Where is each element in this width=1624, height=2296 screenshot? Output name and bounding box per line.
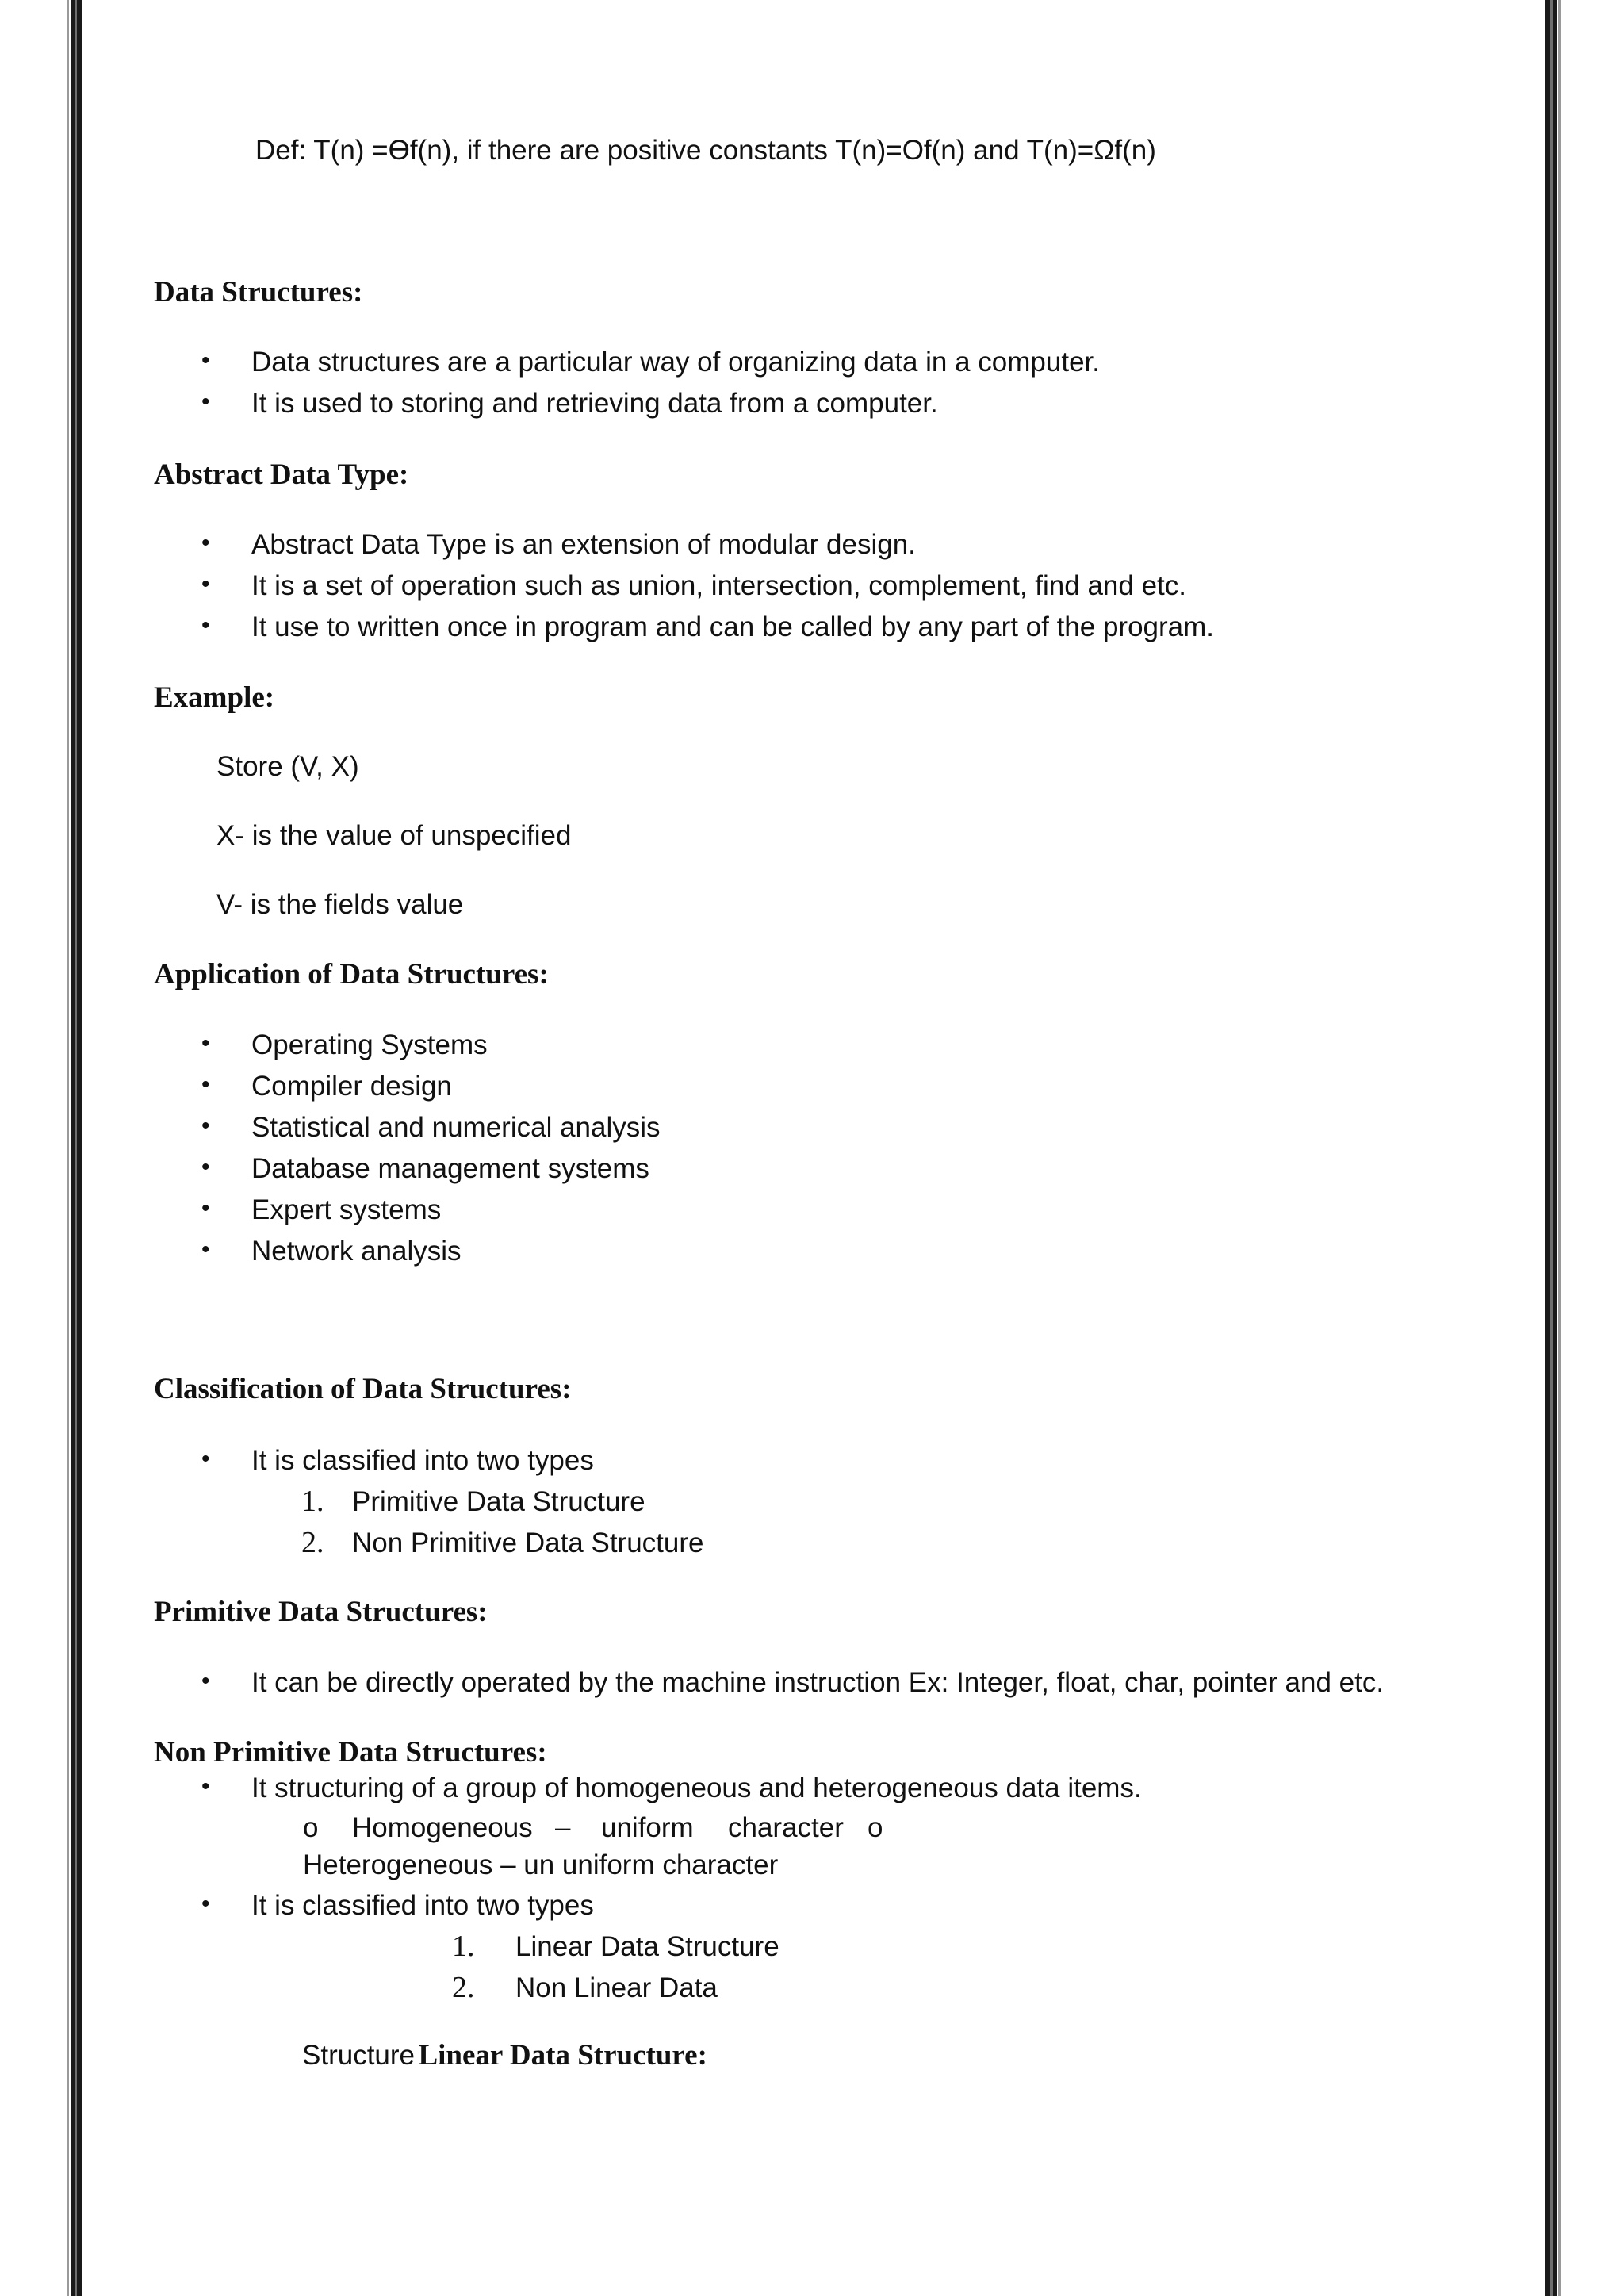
heading-classification: Classification of Data Structures: bbox=[154, 1373, 572, 1405]
list-item: Expert systems bbox=[251, 1194, 442, 1225]
list-item: It is used to storing and retrieving data from a computer. bbox=[251, 388, 938, 419]
heading-example: Example: bbox=[154, 681, 275, 714]
sub-list-marker: o bbox=[303, 1812, 319, 1843]
heading-linear-data-structure: Linear Data Structure: bbox=[418, 2039, 707, 2072]
list-item: Compiler design bbox=[251, 1071, 452, 1102]
list-item: It use to written once in program and can be called by any part of the program. bbox=[251, 611, 1215, 642]
list-item: Abstract Data Type is an extension of modular design. bbox=[251, 529, 916, 560]
trailing-word: Structure bbox=[302, 2040, 415, 2071]
bullet-icon: • bbox=[201, 1195, 210, 1221]
example-line: Store (V, X) bbox=[216, 751, 359, 782]
trailing-line bbox=[302, 2038, 707, 2072]
bullet-icon: • bbox=[201, 1030, 210, 1056]
list-number: 2. bbox=[452, 1971, 475, 2004]
bullet-icon: • bbox=[201, 1236, 210, 1263]
page-border-right bbox=[1545, 0, 1561, 2296]
bullet-icon: • bbox=[201, 1891, 210, 1917]
list-item: Operating Systems bbox=[251, 1029, 488, 1060]
heading-abstract-data-type: Abstract Data Type: bbox=[154, 458, 409, 491]
bullet-icon: • bbox=[201, 612, 210, 638]
sub-list-text: Homogeneous bbox=[352, 1812, 533, 1843]
bullet-icon: • bbox=[201, 1668, 210, 1694]
list-item: Database management systems bbox=[251, 1153, 649, 1184]
list-number: 1. bbox=[452, 1930, 475, 1963]
bullet-icon: • bbox=[201, 1773, 210, 1800]
list-item: It structuring of a group of homogeneous and heterogeneous data items. bbox=[251, 1773, 1142, 1803]
sub-list-text: uniform bbox=[601, 1812, 694, 1843]
heading-primitive: Primitive Data Structures: bbox=[154, 1596, 488, 1628]
list-item: It can be directly operated by the machine instruction Ex: Integer, float, char, pointer and etc. bbox=[251, 1667, 1385, 1698]
heading-applications: Application of Data Structures: bbox=[154, 958, 549, 991]
bullet-icon: • bbox=[201, 1071, 210, 1098]
sub-list-item: Non Linear Data bbox=[515, 1972, 718, 2003]
sub-list-item: Non Primitive Data Structure bbox=[352, 1527, 704, 1558]
heading-data-structures: Data Structures: bbox=[154, 276, 363, 309]
example-line: V- is the fields value bbox=[216, 889, 464, 920]
list-item: Statistical and numerical analysis bbox=[251, 1112, 661, 1143]
bullet-icon: • bbox=[201, 1154, 210, 1180]
list-number: 2. bbox=[301, 1526, 324, 1559]
bullet-icon: • bbox=[201, 1446, 210, 1472]
list-item: Network analysis bbox=[251, 1236, 462, 1267]
sub-list-item: Primitive Data Structure bbox=[352, 1486, 645, 1517]
list-item: Data structures are a particular way of organizing data in a computer. bbox=[251, 347, 1100, 378]
list-number: 1. bbox=[301, 1485, 324, 1518]
list-item: It is classified into two types bbox=[251, 1890, 594, 1921]
sub-list-text: – bbox=[555, 1812, 571, 1843]
bullet-icon: • bbox=[201, 389, 210, 415]
sub-list-text: character bbox=[728, 1812, 844, 1843]
sub-list-item: Linear Data Structure bbox=[515, 1931, 779, 1962]
list-item: It is a set of operation such as union, intersection, complement, find and etc. bbox=[251, 570, 1186, 601]
bullet-icon: • bbox=[201, 530, 210, 556]
bullet-icon: • bbox=[201, 1113, 210, 1139]
definition-text: Def: T(n) =Ɵf(n), if there are positive constants T(n)=Of(n) and T(n)=Ωf(n) bbox=[255, 135, 1156, 166]
example-line: X- is the value of unspecified bbox=[216, 820, 572, 851]
sub-list-marker: o bbox=[868, 1812, 883, 1843]
page-border-left bbox=[67, 0, 82, 2296]
bullet-icon: • bbox=[201, 347, 210, 374]
list-item: It is classified into two types bbox=[251, 1445, 594, 1476]
sub-list-text: Heterogeneous – un uniform character bbox=[303, 1849, 779, 1880]
heading-non-primitive: Non Primitive Data Structures: bbox=[154, 1736, 547, 1769]
bullet-icon: • bbox=[201, 571, 210, 597]
